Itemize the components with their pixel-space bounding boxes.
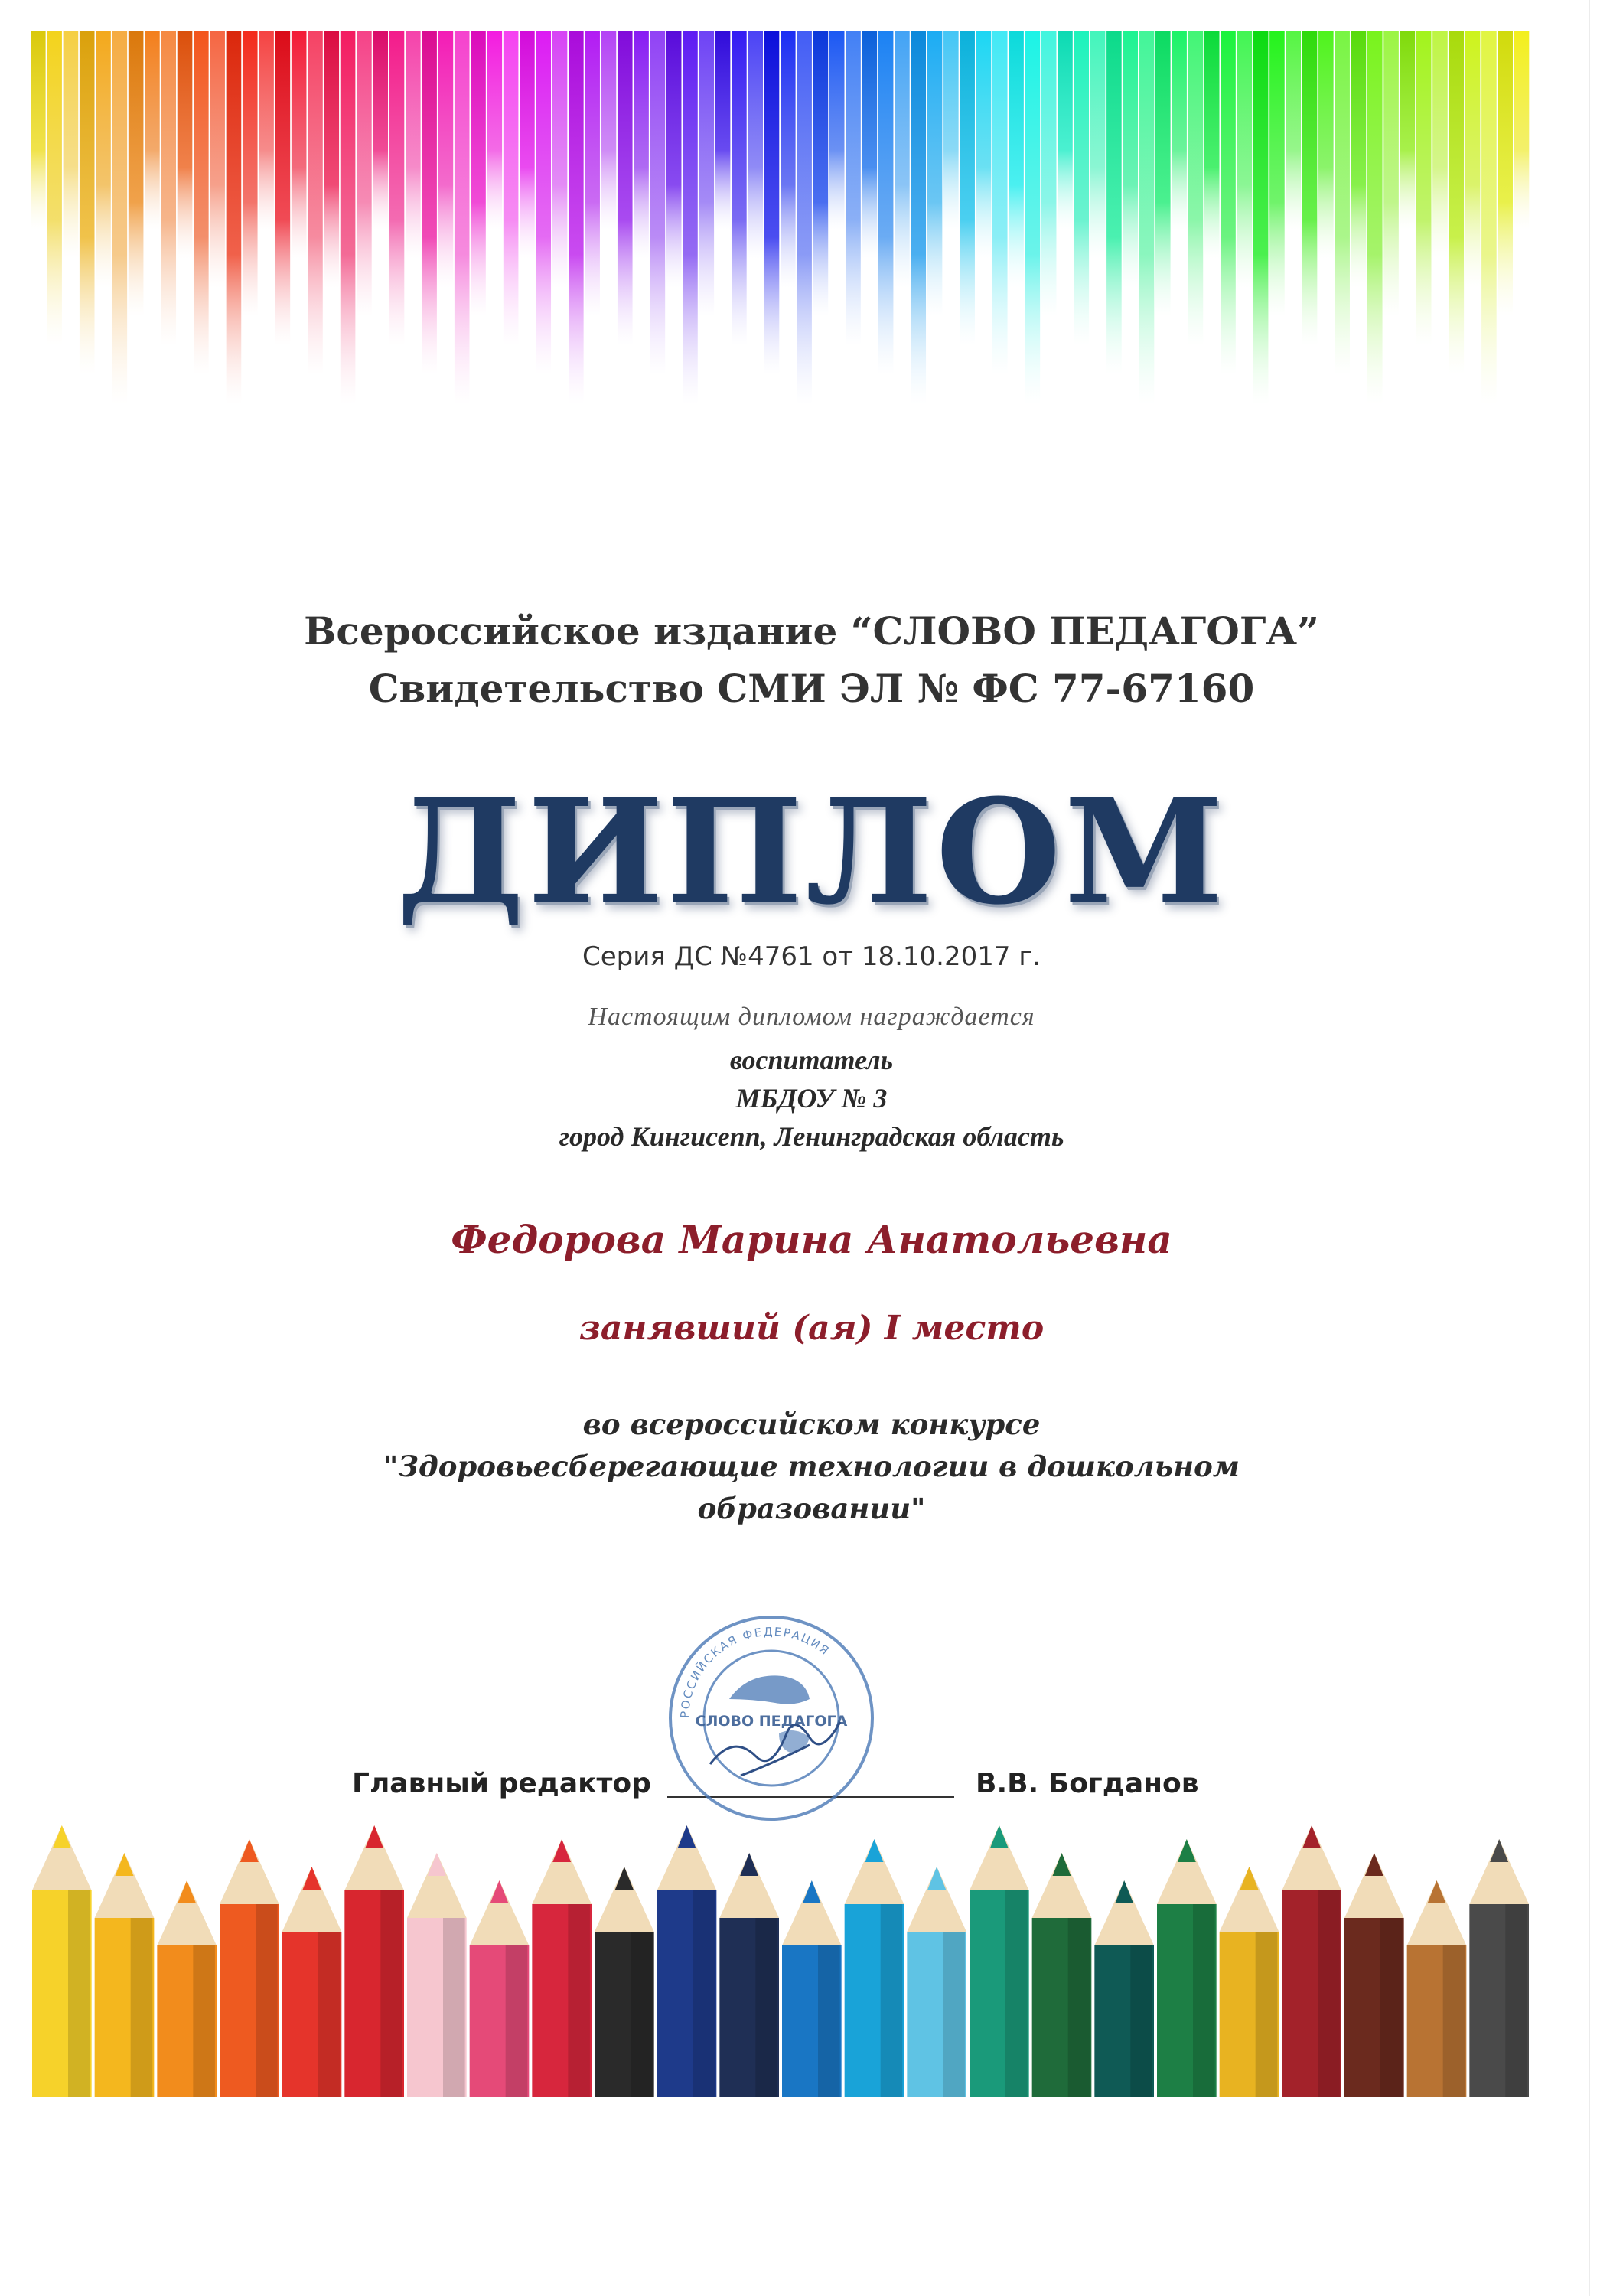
rainbow-stripe — [715, 31, 731, 230]
rainbow-stripe — [1481, 31, 1497, 404]
rainbow-stripe — [1302, 31, 1318, 346]
pencil-icon — [1282, 1825, 1341, 2097]
pencil-icon — [95, 1853, 155, 2097]
series-number: Серия ДС №4761 от 18.10.2017 г. — [582, 941, 1041, 972]
registration-line: Свидетельство СМИ ЭЛ № ФС 77-67160 — [368, 666, 1255, 711]
contest-intro: во всероссийском конкурсе — [582, 1407, 1041, 1441]
rainbow-stripe — [1465, 31, 1481, 288]
pencil-icon — [907, 1867, 966, 2097]
pencil-icon — [1344, 1853, 1404, 2097]
rainbow-stripe — [1449, 31, 1464, 375]
rainbow-stripe — [699, 31, 714, 317]
rainbow-stripe — [960, 31, 975, 346]
rainbow-stripe — [1123, 31, 1138, 288]
rainbow-stripe — [569, 31, 584, 404]
pencil-icon — [282, 1867, 342, 2097]
rainbow-stripe — [846, 31, 861, 346]
rainbow-stripe — [145, 31, 160, 230]
rainbow-stripe — [764, 31, 780, 375]
rainbow-stripe — [1025, 31, 1041, 404]
rainbow-stripe — [161, 31, 176, 346]
rainbow-stripe — [1367, 31, 1383, 404]
pencil-icon — [220, 1839, 279, 2097]
rainbow-stripe — [732, 31, 747, 346]
rainbow-stripe — [829, 31, 845, 230]
rainbow-stripe — [1041, 31, 1057, 317]
rainbow-stripe — [552, 31, 568, 288]
diploma-title: ДИПЛОМ — [396, 768, 1227, 937]
rainbow-stripe — [64, 31, 79, 259]
rainbow-stripe — [455, 31, 470, 404]
pencil-icon — [845, 1839, 904, 2097]
rainbow-stripe — [178, 31, 193, 259]
rainbow-stripe — [112, 31, 128, 404]
rainbow-stripe — [1335, 31, 1350, 375]
location: город Кингисепп, Ленинградская область — [559, 1121, 1064, 1152]
signature-role: Главный редактор — [352, 1768, 651, 1799]
rainbow-stripe — [618, 31, 633, 346]
rainbow-stripe — [324, 31, 339, 288]
pencil-icon — [532, 1839, 592, 2097]
pencil-icon — [657, 1825, 717, 2097]
publisher-stamp — [664, 1611, 878, 1825]
rainbow-stripe — [813, 31, 829, 317]
rainbow-stripe — [357, 31, 372, 317]
recipient-name: Федорова Марина Анатольевна — [451, 1217, 1172, 1262]
rainbow-stripe — [422, 31, 437, 375]
rainbow-stripe — [878, 31, 894, 375]
pencil-icon — [470, 1880, 530, 2097]
rainbow-stripe — [504, 31, 519, 346]
rainbow-stripe — [275, 31, 291, 346]
pencil-icon — [1157, 1839, 1217, 2097]
pencil-icon — [595, 1867, 654, 2097]
pencil-icon — [1220, 1867, 1279, 2097]
rainbow-stripe — [438, 31, 454, 288]
rainbow-stripe — [210, 31, 225, 288]
rainbow-stripe — [1253, 31, 1269, 404]
rainbow-stripe — [1318, 31, 1334, 259]
rainbow-stripe — [943, 31, 959, 230]
rainbow-stripes-banner — [31, 31, 1530, 459]
rainbow-stripe — [47, 31, 62, 346]
rainbow-stripe — [1416, 31, 1432, 346]
pencil-icon — [1469, 1839, 1529, 2097]
pencil-icon — [157, 1880, 217, 2097]
rainbow-stripe — [992, 31, 1008, 375]
rainbow-stripe — [976, 31, 992, 259]
pencil-icon — [719, 1853, 779, 2097]
rainbow-stripe — [927, 31, 943, 317]
rainbow-stripe — [1269, 31, 1285, 317]
rainbow-stripe — [1188, 31, 1204, 346]
rainbow-stripe — [487, 31, 503, 230]
pencil-icon — [407, 1853, 467, 2097]
rainbow-stripe — [895, 31, 910, 288]
rainbow-stripe — [797, 31, 812, 404]
rainbow-stripe — [1058, 31, 1073, 230]
globe-icon — [729, 1675, 810, 1704]
rainbow-stripe — [80, 31, 95, 375]
rainbow-stripe — [1221, 31, 1236, 375]
signature-scribble — [710, 1722, 840, 1776]
signature-name: В.В. Богданов — [976, 1768, 1199, 1799]
place-awarded: занявший (ая) I место — [578, 1309, 1045, 1348]
pencil-icon — [1407, 1880, 1467, 2097]
rainbow-stripe — [536, 31, 551, 375]
rainbow-stripe — [308, 31, 323, 375]
rainbow-stripe — [781, 31, 796, 288]
rainbow-stripe — [1106, 31, 1122, 375]
rainbow-stripe — [1155, 31, 1171, 317]
contest-name-line1: "Здоровьесберегающие технологии в дошкольном — [383, 1450, 1240, 1483]
rainbow-stripe — [129, 31, 144, 317]
rainbow-stripe — [471, 31, 486, 317]
rainbow-stripe — [1286, 31, 1301, 230]
rainbow-stripe — [748, 31, 763, 259]
rainbow-stripe — [96, 31, 111, 288]
rainbow-stripe — [341, 31, 356, 404]
rainbow-stripe — [373, 31, 388, 230]
awarded-line: Настоящим дипломом награждается — [588, 1003, 1035, 1031]
rainbow-stripe — [650, 31, 666, 375]
rainbow-stripe — [911, 31, 926, 404]
rainbow-stripe — [292, 31, 307, 259]
institution: МБДОУ № 3 — [735, 1083, 888, 1114]
rainbow-stripe — [585, 31, 600, 317]
rainbow-stripe — [1139, 31, 1155, 404]
rainbow-stripe — [520, 31, 535, 259]
colored-pencils-banner — [31, 1821, 1530, 2097]
pencil-icon — [1032, 1853, 1092, 2097]
rainbow-stripe — [666, 31, 682, 288]
pencil-icon — [782, 1880, 842, 2097]
rainbow-stripe — [1074, 31, 1089, 346]
pencil-icon — [1094, 1880, 1154, 2097]
pencil-icon — [32, 1825, 92, 2097]
rainbow-stripe — [601, 31, 617, 230]
rainbow-stripe — [389, 31, 405, 346]
rainbow-stripe — [259, 31, 274, 230]
rainbow-stripe — [634, 31, 649, 259]
rainbow-stripe — [227, 31, 242, 404]
pencil-icon — [970, 1825, 1029, 2097]
rainbow-stripe — [683, 31, 698, 404]
rainbow-stripe — [1009, 31, 1024, 288]
rainbow-stripe — [406, 31, 421, 259]
rainbow-stripe — [1432, 31, 1448, 259]
rainbow-stripe — [1400, 31, 1416, 230]
rainbow-stripe — [1090, 31, 1106, 259]
stamp-ring-text: РОССИЙСКАЯ ФЕДЕРАЦИЯ — [677, 1624, 833, 1719]
rainbow-stripe — [31, 31, 46, 230]
contest-name-line2: образовании" — [697, 1492, 926, 1525]
position: воспитатель — [729, 1045, 894, 1075]
pencil-icon — [344, 1825, 404, 2097]
rainbow-stripe — [862, 31, 878, 259]
publisher-line: Всероссийское издание “СЛОВО ПЕДАГОГА” — [304, 608, 1319, 654]
rainbow-stripe — [1514, 31, 1530, 230]
rainbow-stripe — [243, 31, 258, 317]
rainbow-stripe — [1498, 31, 1513, 317]
rainbow-stripe — [1237, 31, 1253, 288]
rainbow-stripe — [1204, 31, 1220, 259]
rainbow-stripe — [1383, 31, 1399, 317]
rainbow-stripe — [1351, 31, 1367, 288]
rainbow-stripe — [1172, 31, 1187, 230]
rainbow-stripe — [194, 31, 209, 375]
stamp-center-text: СЛОВО ПЕДАГОГА — [695, 1713, 848, 1730]
